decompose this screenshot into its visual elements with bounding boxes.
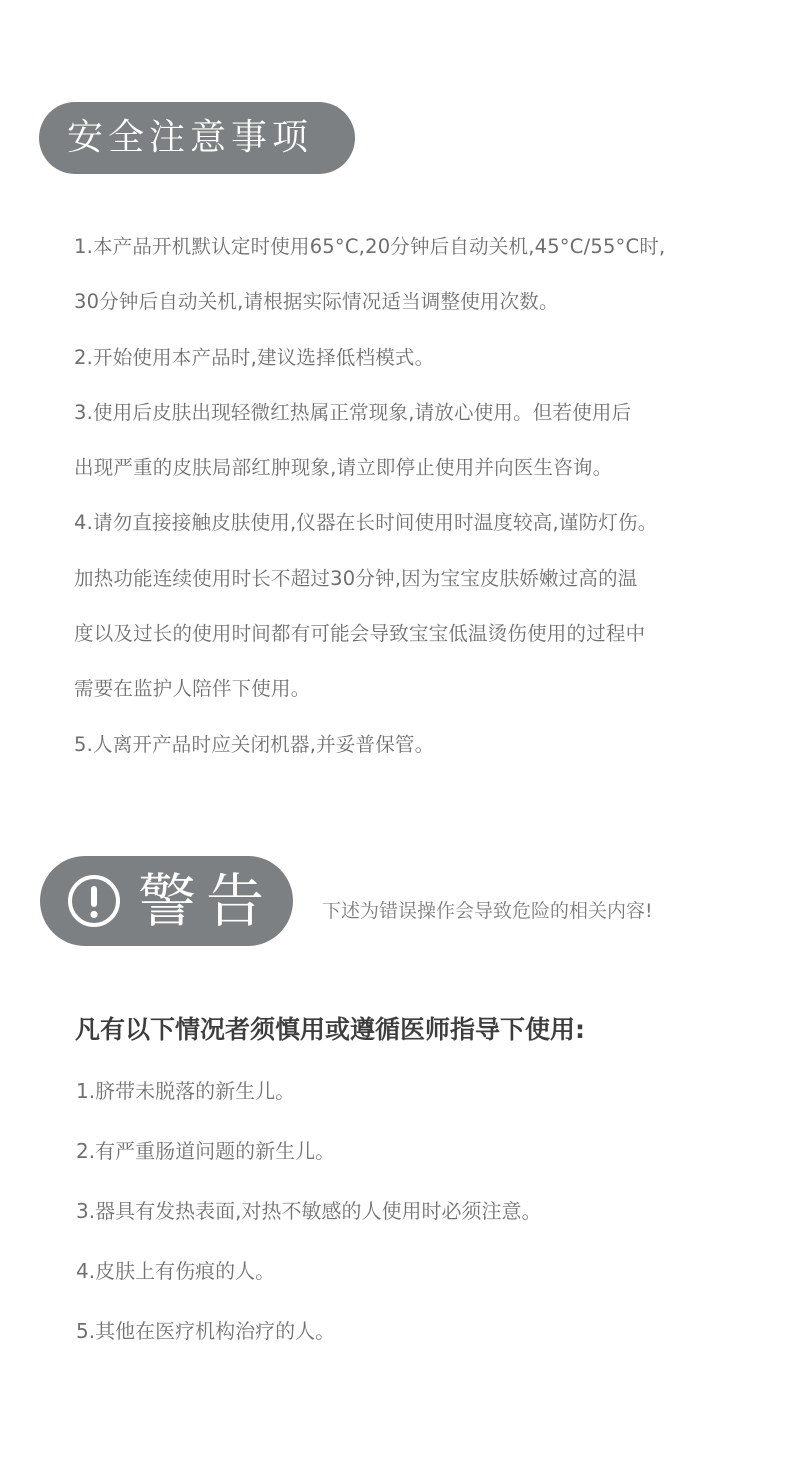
- safety-note-line: 需要在监护人陪伴下使用。: [74, 677, 311, 701]
- safety-notes-banner: [39, 102, 355, 174]
- caution-item: 1.脐带未脱落的新生儿。: [76, 1079, 296, 1103]
- safety-note-line: 3.使用后皮肤出现轻微红热属正常现象,请放心使用。但若使用后: [74, 400, 632, 424]
- exclamation-circle-icon: [67, 874, 121, 928]
- safety-note-line: 加热功能连续使用时长不超过30分钟,因为宝宝皮肤娇嫩过高的温: [74, 566, 638, 590]
- safety-note-line: 5.人离开产品时应关闭机器,并妥普保管。: [74, 732, 435, 756]
- caution-list: [76, 1071, 541, 1371]
- safety-note-line: 30分钟后自动关机,请根据实际情况适当调整使用次数。: [74, 290, 559, 314]
- warning-title: 警告: [138, 867, 275, 935]
- safety-notes-list: [74, 219, 754, 772]
- safety-note-line: 2.开始使用本产品时,建议选择低档模式。: [74, 345, 435, 369]
- caution-item: 4.皮肤上有伤痕的人。: [76, 1259, 276, 1283]
- safety-notes-title: 安全注意事项: [67, 117, 314, 158]
- safety-note-line: 度以及过长的使用时间都有可能会导致宝宝低温烫伤使用的过程中: [74, 622, 646, 646]
- safety-note-line: 1.本产品开机默认定时使用65°C,20分钟后自动关机,45°C/55°C时,: [74, 235, 666, 258]
- caution-item: 5.其他在医疗机构治疗的人。: [76, 1319, 336, 1343]
- safety-note-line: 4.请勿直接接触皮肤使用,仪器在长时间使用时温度较高,谨防灯伤。: [74, 511, 658, 535]
- caution-item: 2.有严重肠道问题的新生儿。: [76, 1139, 336, 1163]
- caution-heading: 凡有以下情况者须慎用或遵循医师指导下使用:: [75, 1015, 585, 1044]
- warning-banner: [40, 856, 293, 946]
- safety-note-line: 出现严重的皮肤局部红肿现象,请立即停止使用并向医生咨询。: [74, 456, 613, 480]
- warning-subtitle: 下述为错误操作会导致危险的相关内容!: [322, 900, 653, 922]
- caution-item: 3.器具有发热表面,对热不敏感的人使用时必须注意。: [76, 1199, 542, 1223]
